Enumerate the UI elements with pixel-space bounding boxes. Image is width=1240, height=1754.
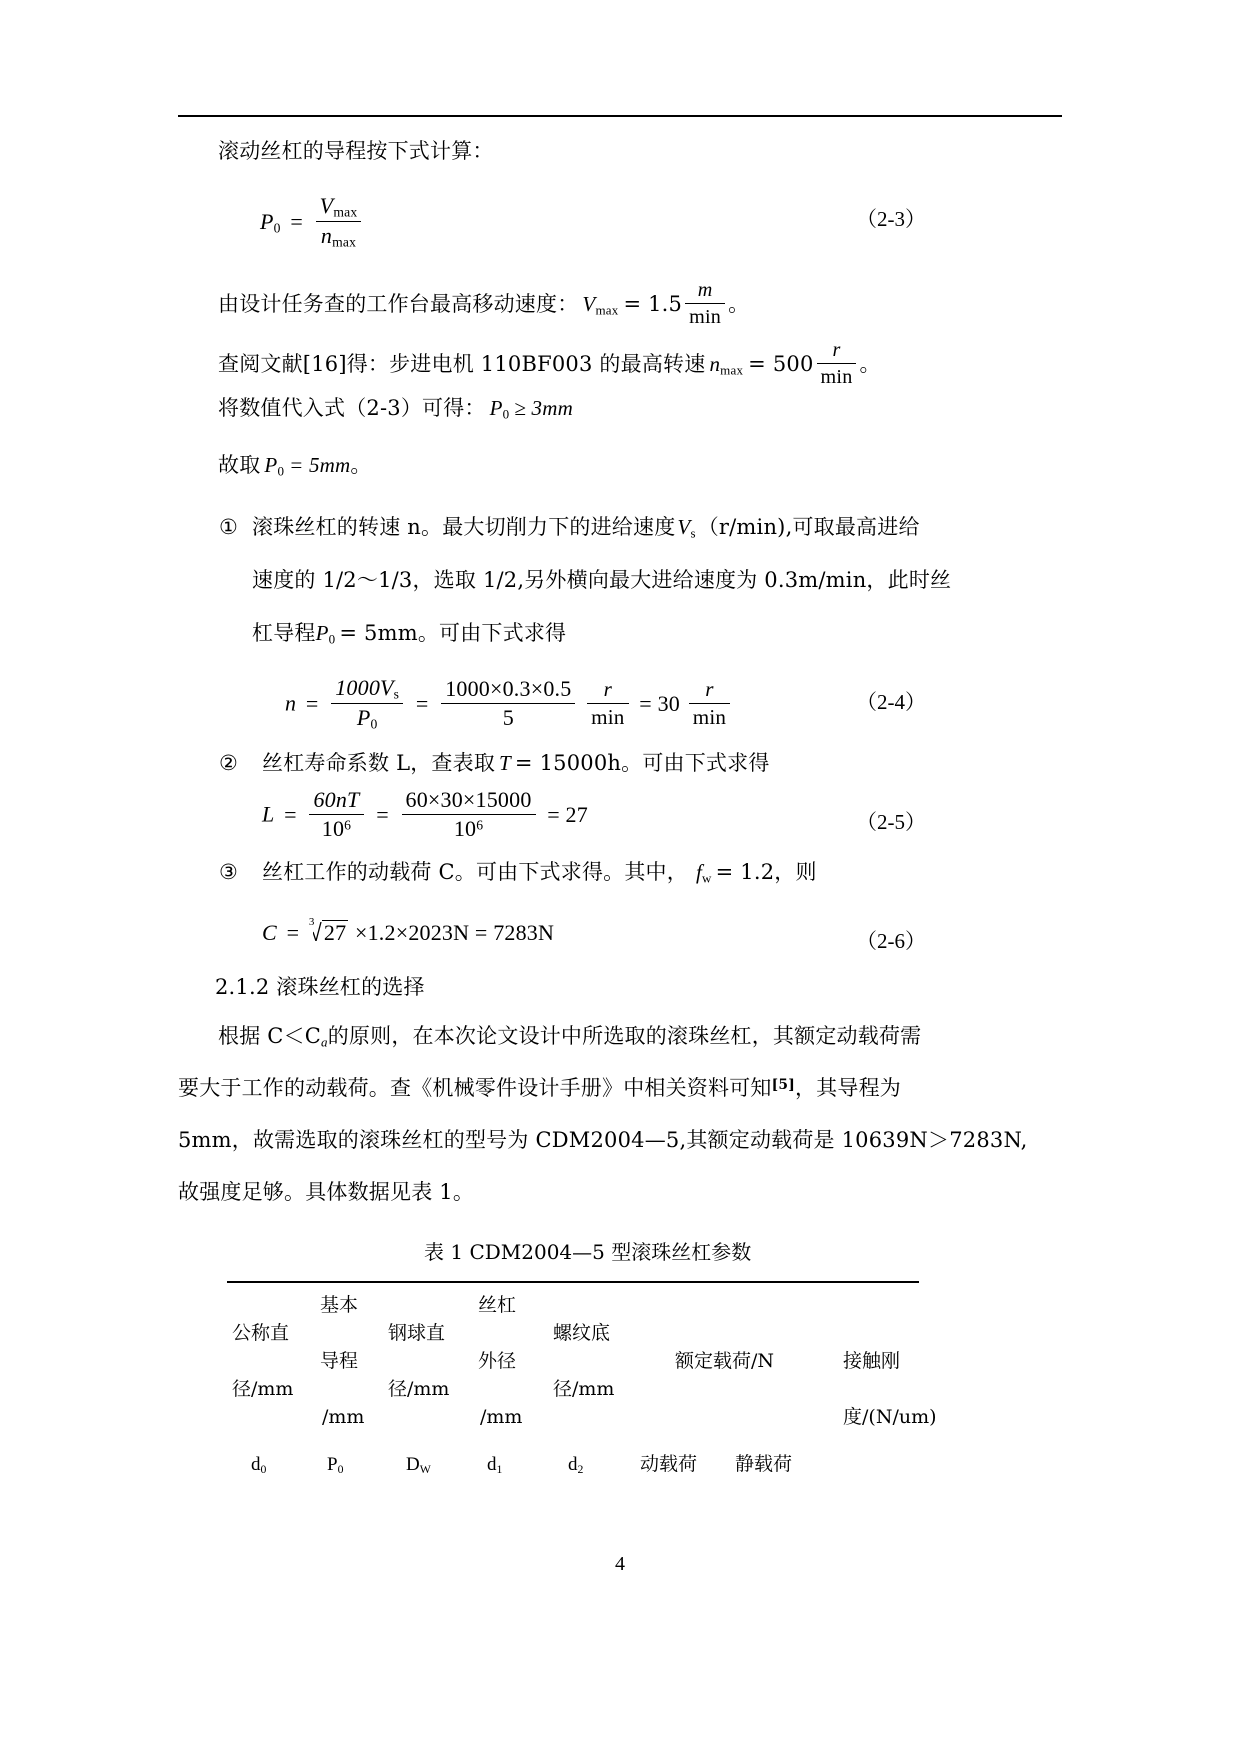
table-header-cell: 螺纹底 (553, 1322, 611, 1344)
paragraph-line-3: 5mm，故需选取的滚珠丝杠的型号为 CDM2004—5,其额定动载荷是 10639N＞7283N, (178, 1128, 1028, 1152)
equation-number-2-3: （2-3） (856, 207, 926, 231)
table-top-rule (227, 1281, 919, 1283)
table-header-cell: 丝杠 (478, 1294, 517, 1316)
cube-root-symbol: 3 27 (308, 916, 347, 945)
section-heading-2-1-2: 2.1.2 滚珠丝杠的选择 (215, 975, 425, 999)
line-vmax: 由设计任务查的工作台最高移动速度： $V_{max} = 1.5$ $\frac{m}{\min}$ 。 (218, 279, 750, 328)
table-header-cell: /mm (322, 1406, 365, 1428)
table-row: 静载荷 (735, 1453, 793, 1475)
equation-2-5: L = $\frac{60nT}{10^6}$ = $\frac{60\times 30\times 15000}{10^6}$ = 27 (262, 787, 588, 841)
table-header-cell: 径/mm (388, 1378, 450, 1400)
table-row: $d_2$ (568, 1454, 584, 1476)
line-nmax: 查阅文献[16]得：步进电机 110BF003 的最高转速 $n_{max} = 500$ $\frac{r}{\min}$ 。 (218, 339, 881, 388)
equation-2-3: $P_0$ = $\frac{V_{max}}{n_{max}}$ (260, 196, 364, 251)
table-header-cell: 额定载荷/N (675, 1350, 775, 1372)
item1-line2: 速度的 1/2～1/3，选取 1/2,另外横向最大进给速度为 0.3m/min，此时丝 (252, 568, 952, 592)
table-header-cell: 基本 (320, 1294, 359, 1316)
list-marker-1: ① (219, 515, 239, 539)
list-marker-3: ③ (219, 860, 239, 884)
table-caption: 表 1 CDM2004—5 型滚珠丝杠参数 (424, 1240, 752, 1264)
equation-2-6: C = 3 27 ×1.2×2023N = 7283N (262, 916, 555, 945)
table-header-cell: 公称直 (232, 1322, 290, 1344)
page-number: 4 (615, 1553, 625, 1575)
table-header-cell: 外径 (478, 1350, 517, 1372)
table-row: $D_W$ (406, 1454, 431, 1476)
line-take-p0: 故取 $P_0 = 5mm$。 (218, 453, 372, 479)
list-marker-2: ② (219, 751, 239, 775)
item2-line: 丝杠寿命系数 L，查表取 T = 15000h。可由下式求得 (262, 751, 770, 775)
table-row: $d_0$ (251, 1454, 267, 1476)
intro-line: 滚动丝杠的导程按下式计算： (218, 139, 494, 163)
line-substitute: 将数值代入式（2-3）可得： $P_0 \ge 3mm$ (218, 396, 573, 422)
table-header-cell: 接触刚 (843, 1350, 901, 1372)
table-header-cell: /mm (480, 1406, 523, 1428)
header-rule (178, 115, 1062, 117)
item1-line3: 杠导程$P_0 = 5mm$。可由下式求得 (252, 621, 567, 647)
table-row: $d_1$ (487, 1454, 503, 1476)
equation-number-2-4: （2-4） (856, 690, 926, 714)
table-header-cell: 钢球直 (388, 1322, 446, 1344)
item3-line: 丝杠工作的动载荷 C。可由下式求得。其中， $f_w = 1.2$，则 (262, 860, 817, 886)
table-row: $P_0$ (327, 1454, 344, 1476)
equation-number-2-6: （2-6） (856, 929, 926, 953)
table-row: 动载荷 (640, 1453, 698, 1475)
equation-2-4: n = $\frac{1000V_s}{P_0}$ = $\frac{1000\times 0.3\times 0.5}{5}$ $\frac{r}{\min}$ = 30 $\frac{r}{\min}$ (285, 678, 733, 733)
table-header-cell: 径/mm (232, 1378, 294, 1400)
paragraph-line-2: 要大于工作的动载荷。查《机械零件设计手册》中相关资料可知[5]，其导程为 (178, 1076, 901, 1100)
paragraph-line-1: 根据 $C<C_a$的原则，在本次论文设计中所选取的滚珠丝杠，其额定动载荷需 (218, 1024, 922, 1050)
item1-line1: 滚珠丝杠的转速 n。最大切削力下的进给速度$V_s(r/\min)$,可取最高进给 (252, 515, 920, 541)
table-header-cell: 径/mm (553, 1378, 615, 1400)
paragraph-line-4: 故强度足够。具体数据见表 1。 (178, 1180, 475, 1204)
table-header-cell: 导程 (320, 1350, 359, 1372)
table-header-cell: 度/(N/um) (843, 1406, 937, 1428)
equation-number-2-5: （2-5） (856, 810, 926, 834)
